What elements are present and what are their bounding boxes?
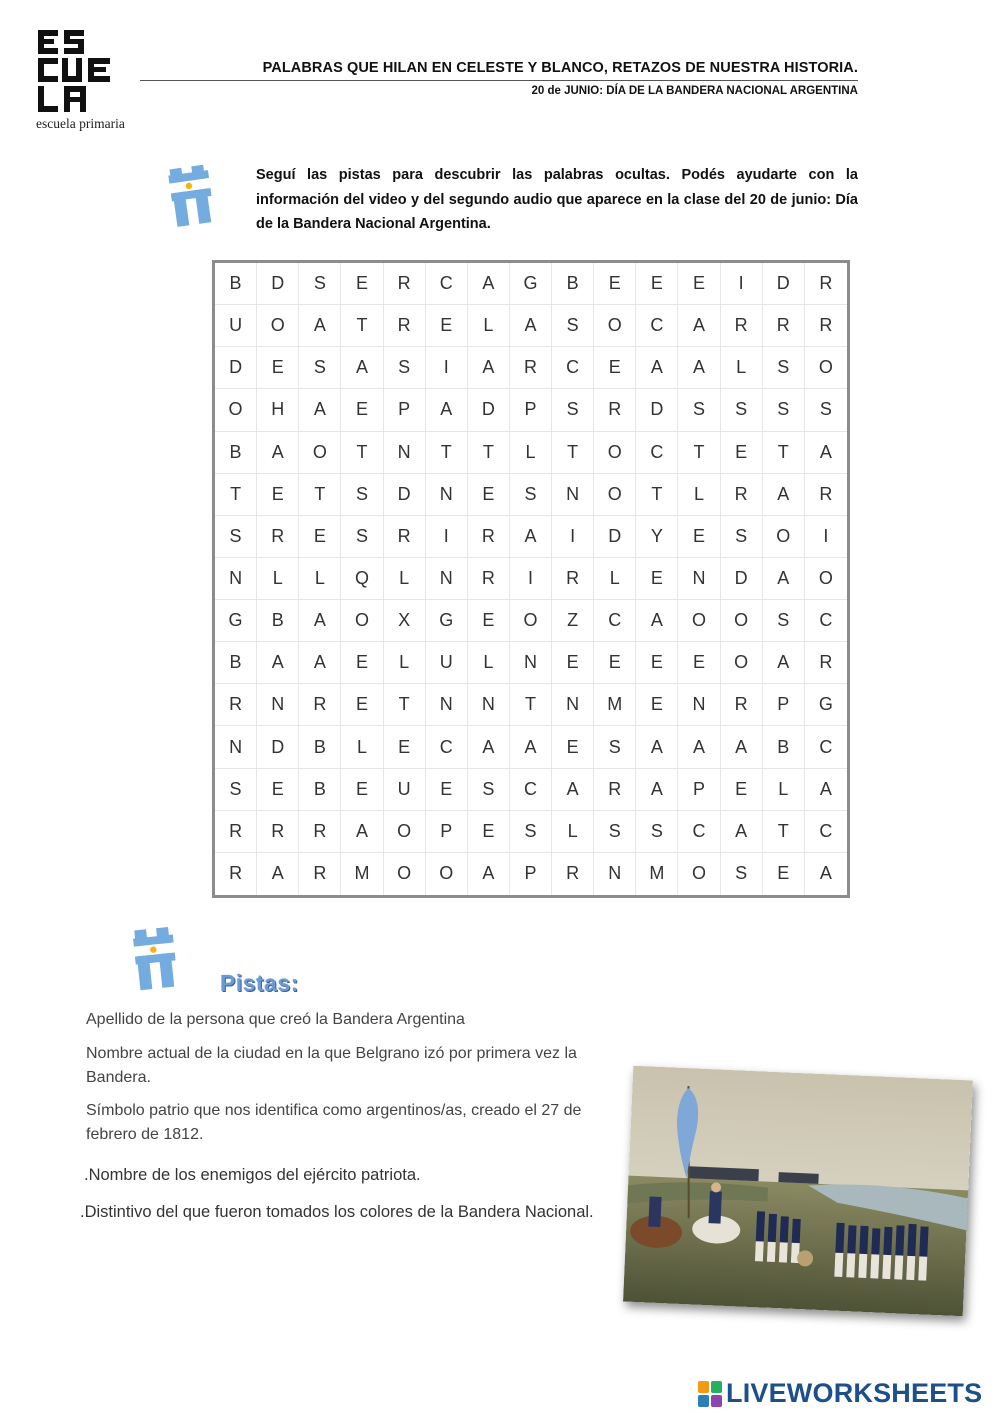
grid-cell[interactable]: S (805, 389, 847, 431)
grid-cell[interactable]: O (594, 432, 636, 474)
grid-cell[interactable]: O (805, 347, 847, 389)
grid-cell[interactable]: S (468, 769, 510, 811)
grid-cell[interactable]: H (257, 389, 299, 431)
liveworksheets-logo-icon (698, 1381, 722, 1407)
grid-cell[interactable]: M (594, 684, 636, 726)
grid-cell[interactable]: O (721, 642, 763, 684)
grid-cell[interactable]: L (721, 347, 763, 389)
grid-cell[interactable]: C (805, 600, 847, 642)
grid-cell[interactable]: A (468, 726, 510, 768)
grid-cell[interactable]: A (721, 726, 763, 768)
grid-cell[interactable]: G (805, 684, 847, 726)
grid-cell[interactable]: G (215, 600, 257, 642)
grid-cell[interactable]: N (594, 853, 636, 895)
grid-cell[interactable]: A (763, 474, 805, 516)
grid-cell[interactable]: E (341, 263, 383, 305)
grid-cell[interactable]: D (215, 347, 257, 389)
grid-cell[interactable]: S (678, 389, 720, 431)
grid-cell[interactable]: S (341, 474, 383, 516)
grid-cell[interactable]: R (257, 811, 299, 853)
grid-cell[interactable]: I (510, 558, 552, 600)
grid-cell[interactable]: T (763, 811, 805, 853)
grid-cell[interactable]: E (426, 305, 468, 347)
clue-4: .Nombre de los enemigos del ejército patriota. (84, 1166, 421, 1184)
grid-cell[interactable]: R (510, 347, 552, 389)
grid-cell[interactable]: E (468, 600, 510, 642)
grid-cell[interactable]: S (299, 263, 341, 305)
grid-cell[interactable]: S (215, 516, 257, 558)
grid-cell[interactable]: S (636, 811, 678, 853)
grid-cell[interactable]: L (341, 726, 383, 768)
grid-cell[interactable]: E (552, 642, 594, 684)
grid-cell[interactable]: B (215, 642, 257, 684)
grid-cell[interactable]: N (552, 474, 594, 516)
grid-cell[interactable]: E (299, 516, 341, 558)
grid-cell[interactable]: O (805, 558, 847, 600)
grid-cell[interactable]: L (468, 642, 510, 684)
grid-cell[interactable]: U (384, 769, 426, 811)
grid-cell[interactable]: C (805, 811, 847, 853)
grid-cell[interactable]: A (468, 263, 510, 305)
grid-cell[interactable]: B (215, 432, 257, 474)
grid-cell[interactable]: N (215, 726, 257, 768)
grid-cell[interactable]: R (468, 558, 510, 600)
grid-cell[interactable]: R (805, 305, 847, 347)
clue-1: Apellido de la persona que creó la Bandera Argentina (86, 1011, 465, 1028)
grid-cell[interactable]: N (426, 558, 468, 600)
grid-cell[interactable]: R (552, 853, 594, 895)
grid-cell[interactable]: S (763, 600, 805, 642)
grid-cell[interactable]: R (594, 769, 636, 811)
grid-cell[interactable]: A (678, 347, 720, 389)
grid-cell[interactable]: E (341, 769, 383, 811)
grid-cell[interactable]: N (384, 432, 426, 474)
grid-cell[interactable]: R (721, 684, 763, 726)
grid-cell[interactable]: R (299, 853, 341, 895)
grid-cell[interactable]: E (636, 642, 678, 684)
grid-cell[interactable]: C (636, 305, 678, 347)
grid-cell[interactable]: O (215, 389, 257, 431)
grid-cell[interactable]: D (257, 726, 299, 768)
grid-cell[interactable]: A (341, 811, 383, 853)
grid-cell[interactable]: T (510, 684, 552, 726)
historical-painting-image (623, 1066, 973, 1317)
grid-cell[interactable]: U (426, 642, 468, 684)
grid-cell[interactable]: T (341, 305, 383, 347)
grid-cell[interactable]: E (468, 474, 510, 516)
grid-cell[interactable]: D (468, 389, 510, 431)
grid-cell[interactable]: S (384, 347, 426, 389)
grid-cell[interactable]: E (384, 726, 426, 768)
grid-cell[interactable]: T (763, 432, 805, 474)
grid-cell[interactable]: E (257, 347, 299, 389)
grid-cell[interactable]: L (257, 558, 299, 600)
grid-cell[interactable]: R (299, 684, 341, 726)
grid-cell[interactable]: E (257, 769, 299, 811)
grid-cell[interactable]: N (468, 684, 510, 726)
grid-cell[interactable]: C (678, 811, 720, 853)
grid-cell[interactable]: C (805, 726, 847, 768)
grid-cell[interactable]: T (215, 474, 257, 516)
grid-cell[interactable]: A (805, 769, 847, 811)
grid-cell[interactable]: R (257, 516, 299, 558)
grid-cell[interactable]: R (215, 811, 257, 853)
clue-3: Símbolo patrio que nos identifica como argentinos/as, creado el 27 de febrero de 1812. (86, 1102, 582, 1143)
grid-cell[interactable]: S (510, 811, 552, 853)
grid-cell[interactable]: N (426, 474, 468, 516)
grid-cell[interactable]: D (257, 263, 299, 305)
grid-cell[interactable]: L (384, 642, 426, 684)
grid-cell[interactable]: A (636, 347, 678, 389)
grid-cell[interactable]: R (721, 305, 763, 347)
grid-cell[interactable]: L (552, 811, 594, 853)
pistas-heading: Pistas: (220, 970, 299, 996)
grid-cell[interactable]: T (678, 432, 720, 474)
grid-cell[interactable]: A (299, 389, 341, 431)
grid-cell[interactable]: E (721, 769, 763, 811)
grid-cell[interactable]: T (426, 432, 468, 474)
grid-cell[interactable]: R (552, 558, 594, 600)
grid-cell[interactable]: T (384, 684, 426, 726)
grid-cell[interactable]: A (468, 347, 510, 389)
grid-cell[interactable]: Z (552, 600, 594, 642)
grid-cell[interactable]: S (552, 389, 594, 431)
grid-cell[interactable]: E (636, 684, 678, 726)
argentina-flag-icon (127, 920, 193, 992)
grid-cell[interactable]: N (678, 684, 720, 726)
grid-cell[interactable]: P (510, 389, 552, 431)
grid-cell[interactable]: M (636, 853, 678, 895)
word-search-grid[interactable] (212, 260, 850, 898)
school-logo (36, 28, 146, 131)
grid-cell[interactable]: O (299, 432, 341, 474)
grid-cell[interactable]: N (426, 684, 468, 726)
grid-cell[interactable]: R (763, 305, 805, 347)
grid-cell[interactable]: E (678, 642, 720, 684)
grid-cell[interactable]: E (426, 769, 468, 811)
grid-cell[interactable]: R (721, 474, 763, 516)
grid-cell[interactable]: I (805, 516, 847, 558)
clue-2: Nombre actual de la ciudad en la que Belgrano izó por primera vez la Bandera. (86, 1045, 577, 1086)
grid-cell[interactable]: I (426, 516, 468, 558)
grid-cell[interactable]: E (257, 474, 299, 516)
grid-cell[interactable]: B (299, 769, 341, 811)
grid-cell[interactable]: O (721, 600, 763, 642)
grid-cell[interactable]: A (678, 726, 720, 768)
grid-cell[interactable]: D (636, 389, 678, 431)
grid-cell[interactable]: R (805, 263, 847, 305)
grid-cell[interactable]: S (721, 389, 763, 431)
grid-cell[interactable]: E (552, 726, 594, 768)
grid-cell[interactable]: L (384, 558, 426, 600)
grid-cell[interactable]: B (215, 263, 257, 305)
grid-cell[interactable]: A (426, 389, 468, 431)
grid-cell[interactable]: P (763, 684, 805, 726)
grid-cell[interactable]: O (384, 853, 426, 895)
argentina-flag-icon (163, 158, 229, 228)
grid-cell[interactable]: A (341, 347, 383, 389)
grid-cell[interactable]: P (678, 769, 720, 811)
grid-cell[interactable]: T (341, 432, 383, 474)
page-subtitle: 20 de JUNIO: DÍA DE LA BANDERA NACIONAL ARGENTINA (531, 85, 858, 97)
grid-cell[interactable]: A (257, 432, 299, 474)
grid-cell[interactable]: T (552, 432, 594, 474)
grid-cell[interactable]: C (426, 726, 468, 768)
grid-cell[interactable]: R (384, 516, 426, 558)
grid-cell[interactable]: N (215, 558, 257, 600)
grid-cell[interactable]: I (426, 347, 468, 389)
grid-cell[interactable]: D (594, 516, 636, 558)
grid-cell[interactable]: C (636, 432, 678, 474)
grid-cell[interactable]: L (763, 769, 805, 811)
grid-cell[interactable]: E (678, 516, 720, 558)
grid-cell[interactable]: G (510, 263, 552, 305)
grid-cell[interactable]: L (510, 432, 552, 474)
grid-cell[interactable]: A (678, 305, 720, 347)
grid-cell[interactable]: B (552, 263, 594, 305)
grid-cell[interactable]: A (510, 305, 552, 347)
grid-cell[interactable]: U (215, 305, 257, 347)
grid-cell[interactable]: T (299, 474, 341, 516)
grid-cell[interactable]: A (468, 853, 510, 895)
grid-cell[interactable]: S (510, 474, 552, 516)
grid-cell[interactable]: A (819, 863, 832, 884)
grid-cell[interactable]: R (384, 263, 426, 305)
instructions-text: Seguí las pistas para descubrir las palabras ocultas. Podés ayudarte con la información del video y del segundo audio que aparece en la clase del 20 de junio: Día de la Bandera Nacional Argentina. (256, 167, 858, 232)
grid-cell[interactable]: O (678, 600, 720, 642)
grid-cell[interactable]: S (299, 347, 341, 389)
grid-cell[interactable]: N (678, 558, 720, 600)
grid-cell[interactable]: A (510, 726, 552, 768)
grid-cell[interactable]: L (299, 558, 341, 600)
grid-cell[interactable]: O (763, 516, 805, 558)
grid-cell[interactable]: O (594, 305, 636, 347)
grid-cell[interactable]: R (468, 516, 510, 558)
grid-cell[interactable]: R (384, 305, 426, 347)
logo-subtitle: escuela primaria (36, 116, 125, 131)
grid-cell[interactable]: A (805, 432, 847, 474)
grid-cell[interactable]: E (678, 263, 720, 305)
grid-cell[interactable]: C (510, 769, 552, 811)
grid-cell[interactable]: O (594, 474, 636, 516)
grid-cell[interactable]: N (510, 642, 552, 684)
grid-cell[interactable]: Q (341, 558, 383, 600)
page-title: PALABRAS QUE HILAN EN CELESTE Y BLANCO, RETAZOS DE NUESTRA HISTORIA. (140, 60, 858, 81)
grid-cell[interactable]: R (805, 474, 847, 516)
grid-cell[interactable]: A (763, 642, 805, 684)
grid-cell[interactable]: O (384, 811, 426, 853)
grid-cell[interactable]: D (384, 474, 426, 516)
grid-cell[interactable]: C (594, 600, 636, 642)
grid-cell[interactable]: O (678, 853, 720, 895)
grid-cell[interactable]: O (510, 600, 552, 642)
grid-cell[interactable]: E (468, 811, 510, 853)
grid-cell[interactable]: R (299, 811, 341, 853)
grid-cell[interactable]: I (552, 516, 594, 558)
grid-cell[interactable]: A (636, 726, 678, 768)
grid-cell[interactable]: S (552, 305, 594, 347)
brand-name: LIVEWORKSHEETS (726, 1378, 983, 1408)
grid-cell[interactable]: A (299, 642, 341, 684)
grid-cell[interactable]: I (721, 263, 763, 305)
grid-cell[interactable]: P (384, 389, 426, 431)
grid-cell[interactable]: A (510, 516, 552, 558)
grid-cell[interactable]: N (552, 684, 594, 726)
grid-cell[interactable]: E (594, 263, 636, 305)
grid-cell[interactable]: A (721, 811, 763, 853)
grid-cell[interactable]: A (257, 853, 299, 895)
grid-cell[interactable]: L (468, 305, 510, 347)
grid-cell[interactable]: E (636, 558, 678, 600)
grid-cell[interactable]: E (636, 263, 678, 305)
grid-cell[interactable]: A (636, 769, 678, 811)
grid-cell[interactable]: S (594, 726, 636, 768)
grid-cell[interactable]: A (299, 305, 341, 347)
escuela-logo-mark (36, 28, 116, 114)
grid-cell[interactable]: R (215, 684, 257, 726)
grid-cell[interactable]: E (341, 642, 383, 684)
grid-cell[interactable]: E (763, 853, 805, 895)
grid-cell[interactable]: B (299, 726, 341, 768)
grid-cell[interactable]: O (341, 600, 383, 642)
grid-cell[interactable]: S (763, 347, 805, 389)
grid-cell[interactable]: O (426, 853, 468, 895)
grid-cell[interactable]: P (510, 853, 552, 895)
grid-cell[interactable]: E (594, 347, 636, 389)
grid-cell[interactable]: A (636, 600, 678, 642)
grid-cell[interactable]: A (299, 600, 341, 642)
grid-cell[interactable]: M (341, 853, 383, 895)
grid-cell[interactable]: R (215, 853, 257, 895)
grid-cell[interactable]: A (552, 769, 594, 811)
grid-cell[interactable]: T (636, 474, 678, 516)
grid-cell[interactable]: S (594, 811, 636, 853)
grid-cell[interactable]: S (721, 853, 763, 895)
grid-cell[interactable]: S (215, 769, 257, 811)
grid-cell[interactable]: S (341, 516, 383, 558)
grid-cell[interactable]: D (721, 558, 763, 600)
grid-cell[interactable]: L (678, 474, 720, 516)
grid-cell[interactable]: N (257, 684, 299, 726)
grid-cell[interactable]: Y (636, 516, 678, 558)
grid-cell[interactable]: P (426, 811, 468, 853)
grid-cell[interactable]: X (384, 600, 426, 642)
clue-5: .Distintivo del que fueron tomados los colores de la Bandera Nacional. (80, 1203, 594, 1221)
grid-cell[interactable]: A (763, 558, 805, 600)
grid-cell[interactable]: E (341, 684, 383, 726)
grid-cell[interactable]: G (426, 600, 468, 642)
page-header (140, 60, 858, 97)
grid-cell[interactable]: R (594, 389, 636, 431)
grid-cell[interactable]: L (594, 558, 636, 600)
grid-cell[interactable]: D (763, 263, 805, 305)
grid-cell[interactable]: S (763, 389, 805, 431)
grid-cell[interactable]: B (763, 726, 805, 768)
grid-cell[interactable]: O (257, 305, 299, 347)
grid-cell[interactable]: R (805, 642, 847, 684)
grid-cell[interactable]: B (257, 600, 299, 642)
grid-cell[interactable]: S (721, 516, 763, 558)
grid-cell[interactable]: A (257, 642, 299, 684)
grid-cell[interactable]: E (721, 432, 763, 474)
grid-cell[interactable]: E (594, 642, 636, 684)
grid-cell[interactable]: E (341, 389, 383, 431)
liveworksheets-brand[interactable] (698, 1378, 982, 1409)
grid-cell[interactable]: C (426, 263, 468, 305)
grid-cell[interactable]: T (468, 432, 510, 474)
grid-cell[interactable]: C (552, 347, 594, 389)
